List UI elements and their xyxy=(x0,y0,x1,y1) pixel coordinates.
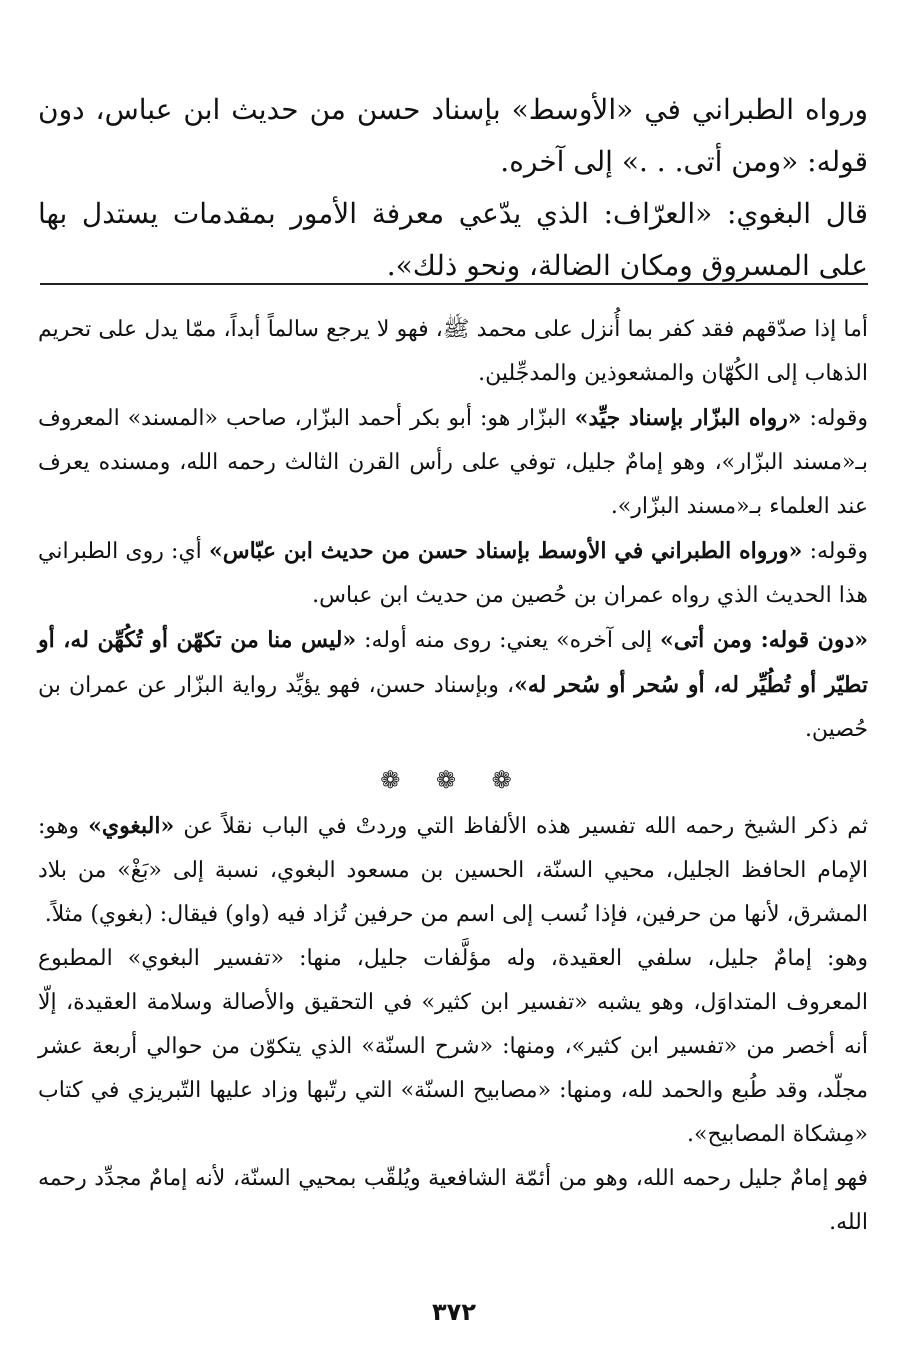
main-text-block xyxy=(38,84,868,292)
commentary-paragraph xyxy=(38,804,868,937)
commentary-paragraph xyxy=(38,529,868,618)
paragraph-text: إلى آخره» يعني: روى منه أوله: xyxy=(356,628,660,653)
main-text-paragraph: ورواه الطبراني في «الأوسط» بإسناد حسن من حديث ابن عباس، دون قوله: «ومن أتى. . .» إلى آخره. xyxy=(38,93,868,178)
commentary-block xyxy=(38,308,868,1245)
bold-quote: «ليس منا من تكهّن أو تُكُهِّن له، أو تطيّر أو تُطُيِّر له، أو سُحر أو سُحر له» xyxy=(38,627,868,698)
paragraph-text: البزّار هو: أبو بكر أحمد البزّار، صاحب «المسند» المعروف بـ«مسند البزّار»، وهو إمامٌ جليل، توفي على رأس القرن الثالث رحمه الله، ومسنده يعرف عند العلماء بـ«مسند البزّار». xyxy=(38,406,869,519)
section-divider xyxy=(40,283,868,285)
commentary-paragraph xyxy=(38,618,868,752)
main-text-paragraph: قال البغوي: «العرّاف: الذي يدّعي معرفة الأمور بمقدمات يستدل بها على المسروق ومكان الضالة، ونحو ذلك». xyxy=(38,197,868,282)
section-ornament-icon: ❁ ❁ ❁ xyxy=(380,766,526,794)
commentary-paragraph: وهو: إمامٌ جليل، سلفي العقيدة، وله مؤلَّفات جليل، منها: «تفسير البغوي» المطبوع المعروف المتداوَل، وهو يشبه «تفسير ابن كثير» في التحقيق والأصالة وسلامة العقيدة، إلّا أنه أخصر من «تفسير ابن كثير»، ومنها: «شرح السنّة» الذي يتكوّن من حوالي أربعة عشر مجلّد، وقد طُبع والحمد لله، ومنها: «مصابيح السنّة» التي رتّبها وزاد عليها التّبريزي في كتاب «مِشكاة المصابيح». xyxy=(38,946,868,1147)
paragraph-lead: وقوله: xyxy=(801,406,868,431)
page-number: ٣٧٢ xyxy=(432,1298,476,1326)
paragraph-text: ، وبإسناد حسن، فهو يؤيِّد رواية البزّار عن عمران بن حُصين. xyxy=(38,673,868,742)
commentary-paragraph xyxy=(38,396,868,529)
paragraph-lead: وقوله: xyxy=(802,539,868,564)
bold-quote: «رواه البزّار بإسناد جيِّد» xyxy=(574,405,802,431)
bold-quote: «البغوي» xyxy=(88,813,175,839)
bold-quote: «ورواه الطبراني في الأوسط بإسناد حسن من حديث ابن عبّاس» xyxy=(208,538,803,564)
paragraph-text: وهو: الإمام الحافظ الجليل، محيي السنّة، الحسين بن مسعود البغوي، نسبة إلى «بَغْ» من بلاد المشرق، لأنها من حرفين، فإذا نُسب إلى اسم من حرفين تُزاد فيه (واو) فيقال: (بغوي) مثلاً. xyxy=(38,814,868,927)
commentary-paragraph: فهو إمامٌ جليل رحمه الله، وهو من أئمّة الشافعية ويُلقّب بمحيي السنّة، لأنه إمامٌ مجدِّد رحمه الله. xyxy=(38,1166,868,1235)
paragraph-text: أي: روى الطبراني هذا الحديث الذي رواه عمران بن حُصين من حديث ابن عباس. xyxy=(38,539,868,608)
paragraph-lead: ثم ذكر الشيخ رحمه الله تفسير هذه الألفاظ التي وردتْ في الباب نقلاً عن xyxy=(174,814,868,839)
bold-quote: «دون قوله: ومن أتى» xyxy=(659,627,868,653)
commentary-paragraph: أما إذا صدّقهم فقد كفر بما أُنزل على محمد ﷺ، فهو لا يرجع سالماً أبداً، ممّا يدل على تحريم الذهاب إلى الكُهّان والمشعوذين والمدجِّلين. xyxy=(38,317,868,386)
